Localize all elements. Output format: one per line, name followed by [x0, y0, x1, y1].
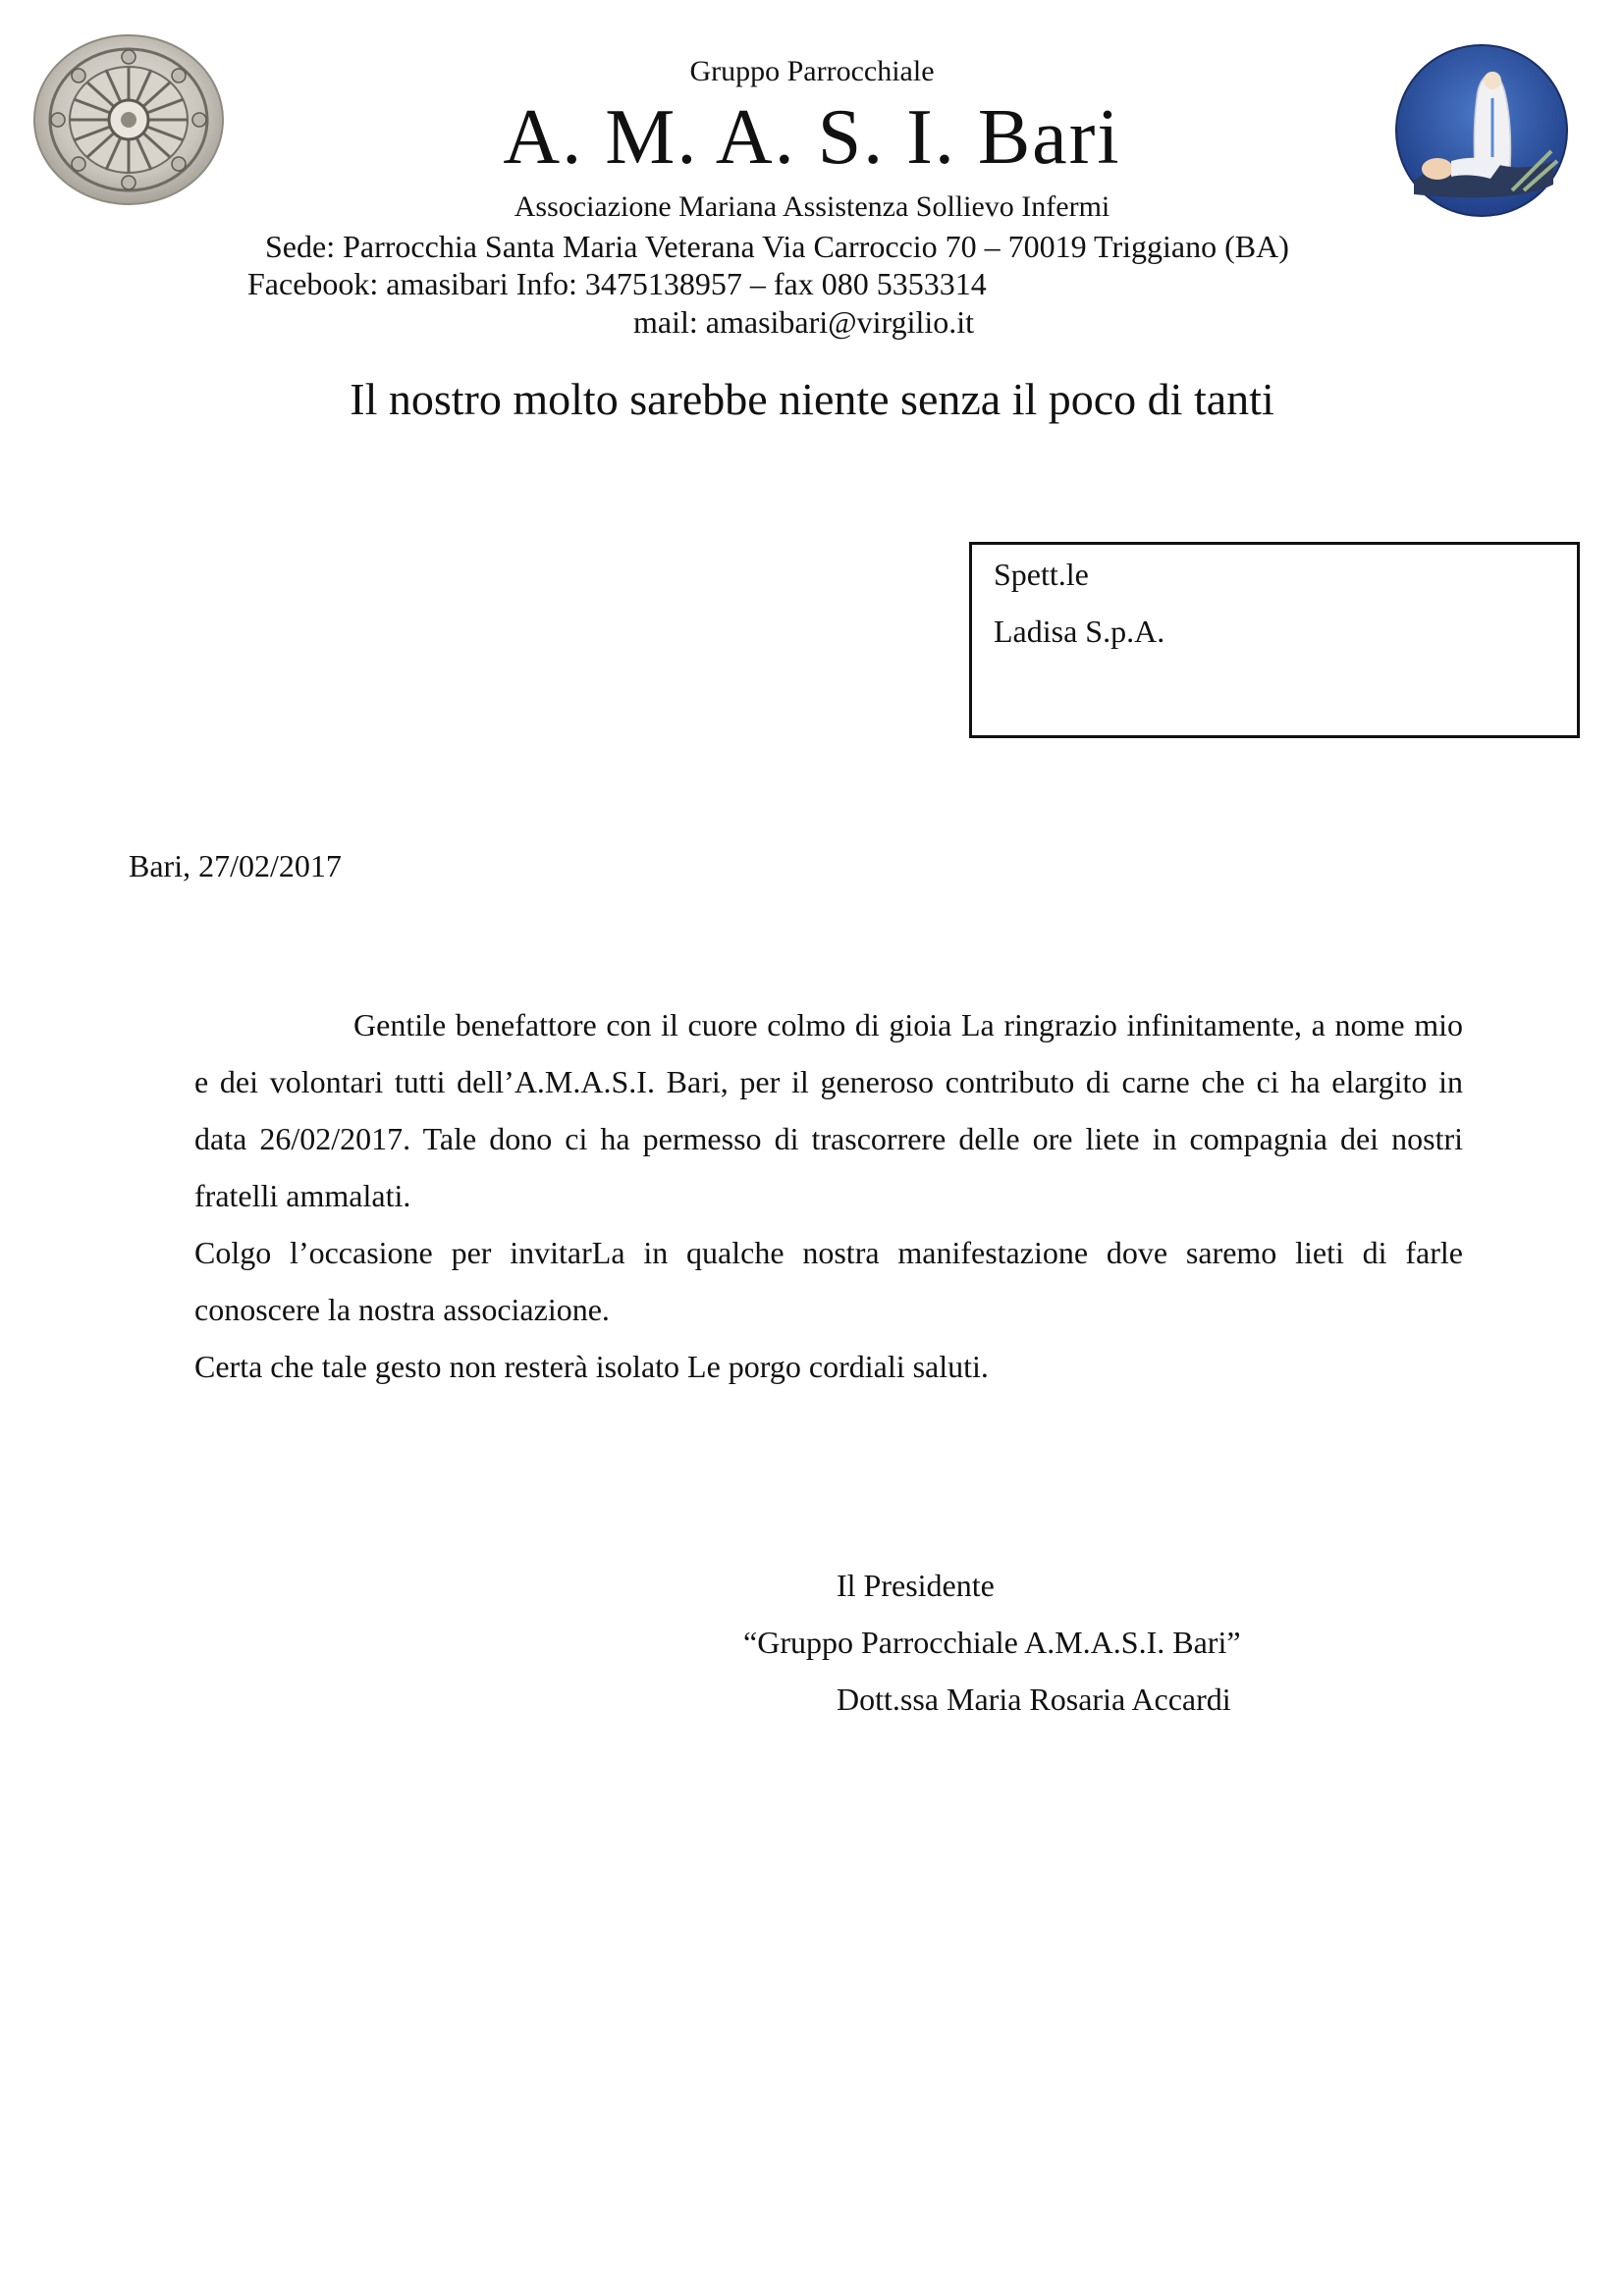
seat-address: Sede: Parrocchia Santa Maria Veterana Via Carroccio 70 – 70019 Triggiano (BA): [265, 229, 1289, 264]
body-paragraph-3: Certa che tale gesto non resterà isolato Le porgo cordiali saluti.: [194, 1349, 989, 1384]
body-paragraph-2: Colgo l’occasione per invitarLa in qualche nostra manifestazione dove saremo lieti di farle conoscere la nostra associazione.: [194, 1235, 1463, 1327]
letter-body: [194, 996, 1463, 1395]
motto: Il nostro molto sarebbe niente senza il poco di tanti: [350, 374, 1274, 424]
contact-info: Facebook: amasibari Info: 3475138957 – fax 080 5353314: [247, 266, 987, 301]
signature-organization: “Gruppo Parrocchiale A.M.A.S.I. Bari”: [743, 1625, 1241, 1660]
signature-name: Dott.ssa Maria Rosaria Accardi: [837, 1682, 1231, 1717]
letter-date: Bari, 27/02/2017: [129, 848, 342, 883]
association-full-name: Associazione Mariana Assistenza Sollievo Infermi: [514, 190, 1110, 223]
group-label: Gruppo Parrocchiale: [689, 55, 935, 87]
signature-role: Il Presidente: [837, 1568, 995, 1603]
email-address: mail: amasibari@virgilio.it: [633, 304, 975, 340]
body-paragraph-1: Gentile benefattore con il cuore colmo di gioia La ringrazio infinitamente, a nome mio e dei volontari tutti dell’A.M.A.S.I. Bari, per il generoso contributo di carne che ci ha elargito in data 26/02/2017. Tale dono ci ha permesso di trascorrere delle ore liete in compagnia dei nostri fratelli ammalati.: [194, 1007, 1463, 1213]
recipient-box: [969, 542, 1580, 738]
recipient-name: Ladisa S.p.A.: [994, 614, 1165, 649]
recipient-salutation: Spett.le: [994, 557, 1089, 592]
association-name: A. M. A. S. I. Bari: [503, 94, 1121, 181]
